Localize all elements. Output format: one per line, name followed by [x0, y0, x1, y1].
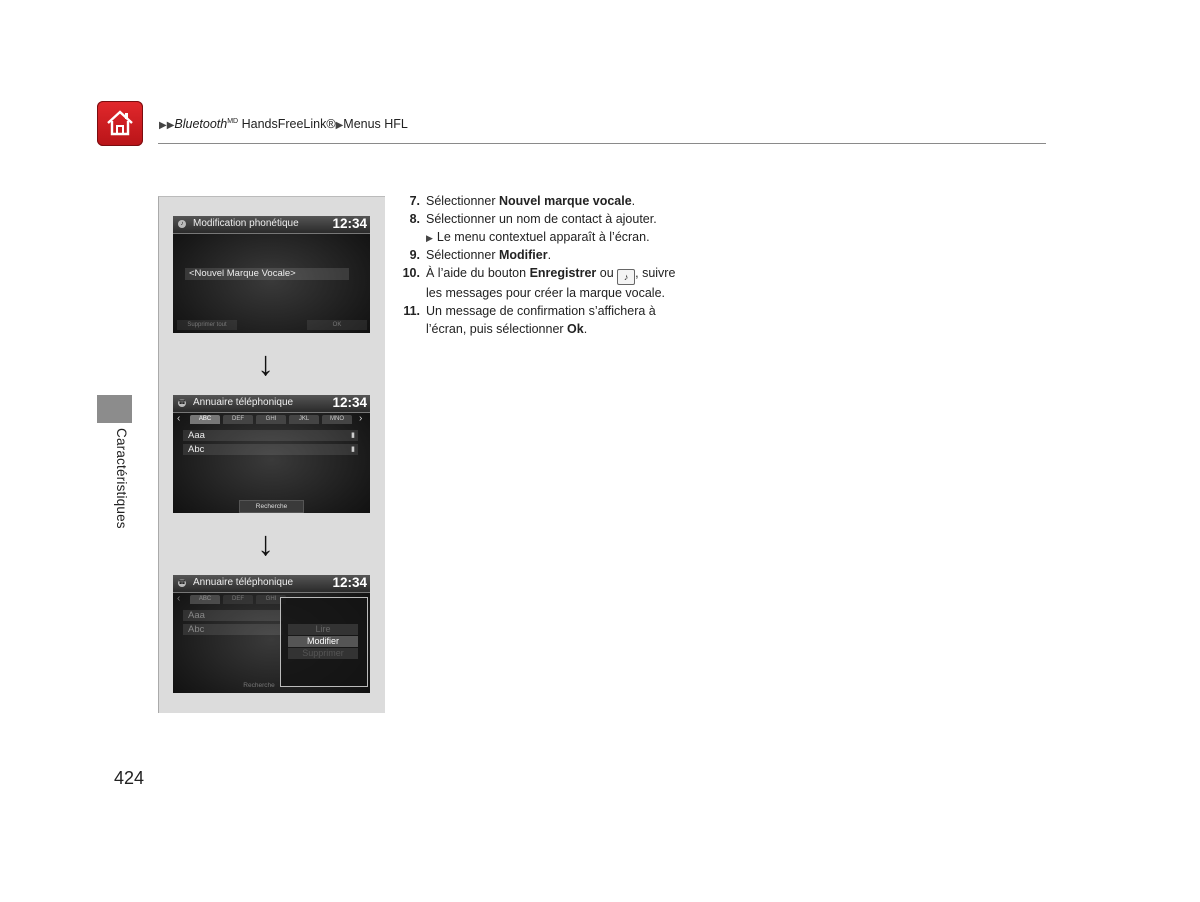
- phone-icon: ☎: [178, 580, 186, 586]
- step-8-note: ▶ Le menu contextuel apparaît à l’écran.: [426, 229, 650, 244]
- voice-tag-icon: ▮: [351, 432, 355, 439]
- tab-ghi[interactable]: GHI: [256, 595, 286, 604]
- page-number: 424: [114, 768, 145, 788]
- ok-button[interactable]: OK: [307, 320, 367, 330]
- breadcrumb-item-menus-hfl[interactable]: Menus HFL: [343, 117, 408, 131]
- step-8: 8. Sélectionner un nom de contact à ajouter.: [409, 211, 657, 226]
- screen-header: [173, 575, 370, 593]
- contact-row[interactable]: Aaa: [183, 610, 283, 621]
- tab-abc[interactable]: ABC: [190, 415, 220, 424]
- step-7: 7. Sélectionner Nouvel marque vocale.: [409, 194, 636, 208]
- voice-icon: ♪: [178, 220, 186, 228]
- alphabet-tabs: [173, 414, 370, 426]
- search-button[interactable]: Recherche: [239, 500, 304, 513]
- screen-phonebook: [173, 395, 370, 513]
- contact-row[interactable]: Aaa ▮: [183, 430, 358, 441]
- step-9: 9. Sélectionner Modifier.: [409, 248, 552, 263]
- screen-title: Modification phonétique: [193, 218, 299, 229]
- search-button[interactable]: Recherche: [243, 682, 275, 689]
- note-arrow-icon: ▶: [426, 232, 433, 243]
- home-button[interactable]: [97, 101, 143, 146]
- tab-def[interactable]: DEF: [223, 595, 253, 604]
- delete-all-button[interactable]: Supprimer tout: [177, 320, 237, 330]
- voice-tag-icon: ▮: [351, 446, 355, 453]
- down-arrow-icon: ↓: [257, 525, 274, 563]
- instructions: [396, 193, 675, 339]
- chevron-left-icon[interactable]: ‹: [177, 413, 181, 424]
- phone-icon: ☎: [178, 400, 186, 406]
- screen-header: [173, 216, 370, 234]
- menu-item-modify[interactable]: Modifier: [288, 636, 358, 647]
- menu-item-read[interactable]: Lire: [288, 624, 358, 635]
- screen-title: Annuaire téléphonique: [193, 397, 294, 408]
- clock: 12:34: [332, 216, 367, 231]
- home-icon: [104, 107, 136, 139]
- contact-row[interactable]: Abc: [183, 624, 283, 635]
- tab-abc[interactable]: ABC: [190, 595, 220, 604]
- context-menu: [280, 597, 368, 687]
- tab-mno[interactable]: MNO: [322, 415, 352, 424]
- breadcrumb-arrow-icon: ▶: [335, 120, 344, 131]
- chevron-right-icon[interactable]: ›: [359, 413, 363, 424]
- section-label: Caractéristiques: [114, 428, 129, 529]
- talk-button-icon: ♪: [617, 269, 635, 285]
- step-11: 11. Un message de confirmation s’affichera à l’écran, puis sélectionner Ok.: [403, 303, 656, 336]
- tab-jkl[interactable]: JKL: [289, 415, 319, 424]
- tab-ghi[interactable]: GHI: [256, 415, 286, 424]
- breadcrumb: ▶▶Bluetooth$^{MD}$ HandsFreeLink®▶Menus HFL: [159, 117, 408, 131]
- section-tab-marker[interactable]: [97, 395, 132, 423]
- step-10: 10. À l’aide du bouton Enregistrer ou ♪ , suivre les messages pour créer la marque vocale.: [402, 266, 676, 301]
- screen-title: Annuaire téléphonique: [193, 577, 294, 588]
- breadcrumb-item-bluetooth[interactable]: Bluetooth: [174, 117, 228, 131]
- breadcrumb-item-handsfreelink[interactable]: HandsFreeLink®: [241, 117, 336, 131]
- screens-panel: [158, 196, 385, 713]
- new-voice-tag-item[interactable]: <Nouvel Marque Vocale>: [185, 268, 349, 280]
- chevron-left-icon[interactable]: ‹: [177, 593, 181, 604]
- contact-row[interactable]: Abc ▮: [183, 444, 358, 455]
- down-arrow-icon: ↓: [257, 345, 274, 383]
- screen-phonetic-modification: [173, 216, 370, 333]
- screen-phonebook-menu: [173, 575, 370, 693]
- clock: 12:34: [332, 395, 367, 410]
- header-divider: [158, 143, 1046, 144]
- screen-header: [173, 395, 370, 413]
- tab-def[interactable]: DEF: [223, 415, 253, 424]
- breadcrumb-arrow-icon: ▶▶: [159, 120, 175, 131]
- clock: 12:34: [332, 575, 367, 590]
- menu-item-delete[interactable]: Supprimer: [288, 648, 358, 659]
